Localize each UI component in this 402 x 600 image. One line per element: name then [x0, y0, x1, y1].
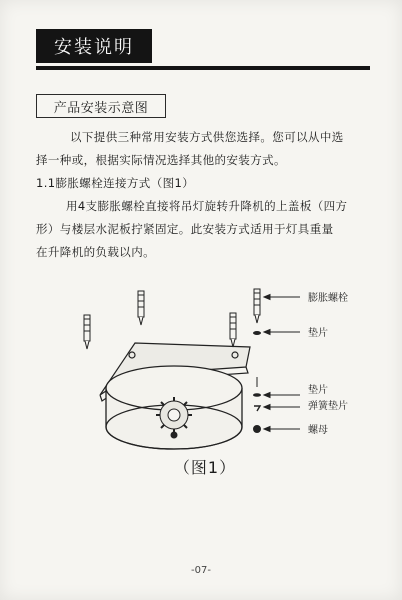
method-line-3: 在升降机的负载以内。: [36, 245, 155, 259]
method-line-2: 形）与楼层水泥板拧紧固定。此安装方式适用于灯具重量: [36, 222, 334, 236]
label-washer-bottom: 垫片: [308, 385, 328, 396]
figure-caption: （图1）: [173, 458, 237, 477]
intro-line-1: 以下提供三种常用安装方式供您选择。您可以从中选: [70, 130, 344, 144]
expansion-bolt-1: [84, 315, 90, 349]
intro-line-2: 择一种或，根据实际情况选择其他的安装方式。: [36, 153, 286, 167]
expansion-bolt-4: [254, 289, 260, 323]
label-nut: 螺母: [308, 425, 328, 436]
method-heading: 1.1膨胀螺栓连接方式（图1）: [36, 176, 195, 190]
header-divider: [36, 66, 370, 70]
chapter-title: 安装说明: [36, 29, 152, 63]
nut: [253, 425, 261, 433]
gear-icon: [156, 397, 192, 433]
label-arrows: [264, 295, 300, 432]
expansion-bolt-2: [138, 291, 144, 325]
label-spring-washer: 弹簧垫片: [308, 401, 348, 412]
spring-washer: [254, 406, 260, 411]
section-title: 产品安装示意图: [36, 94, 166, 118]
page-number: -07-: [191, 565, 211, 576]
label-expansion-bolt: 膨胀螺栓: [308, 293, 348, 304]
label-washer-top: 垫片: [308, 328, 328, 339]
method-line-1: 用4支膨胀螺栓直接将吊灯旋转升降机的上盖板（四方: [66, 199, 348, 213]
washer-top: [253, 331, 261, 335]
center-screw: [171, 432, 178, 439]
washer-bottom: [253, 393, 261, 397]
expansion-bolt-3: [230, 313, 236, 347]
